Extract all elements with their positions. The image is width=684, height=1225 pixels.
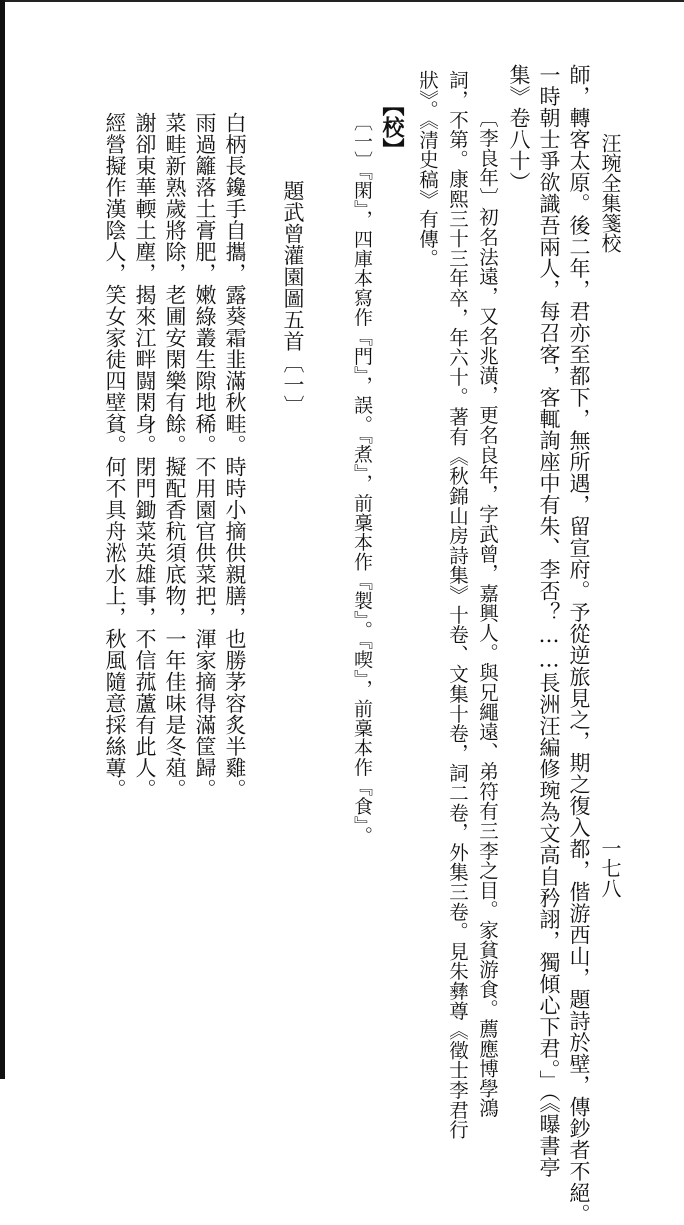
collation-heading: 【校】 (379, 94, 405, 160)
poem-line-3: 菜畦新熟歲將除，老圃安閑樂有餘。擬配香秔須底物，一年佳味是冬葅。 (163, 112, 187, 800)
body-column-1: 師，轉客太原。後二年，君亦至都下，無所遇，留宣府。予從逆旅見之，期之復入都，偕游西山，題詩於壁，傳鈔者不絕。 (567, 64, 591, 1225)
page-left-edge (0, 0, 5, 1079)
note-column-2: 詞，不第。康熙三十三年卒，年六十。著有《秋錦山房詩集》十卷、文集十卷，詞二卷，外集三卷。見朱彝尊《徵士李君行 (446, 70, 469, 1140)
poem-title: 題武曾灌園圖五首〔一〕 (281, 180, 305, 417)
body-column-2: 一時朝士爭欲識吾兩人，每召客，客輒詢座中有朱、李否？……長洲汪編修琬為文高自矜詡，獨傾心下君。」（《曝書亭 (537, 64, 561, 1178)
note-column-3: 狀》。《清史稿》有傳。 (416, 70, 439, 269)
poem-line-5: 經營擬作漢陰人，笑女家徒四壁貧。何不具舟淞水上，秋風隨意採絲蓴。 (103, 112, 127, 800)
running-title: 汪琬全集箋校 (598, 133, 622, 253)
body-column-3: 集》卷八十） (507, 64, 531, 193)
collation-note: 〔一〕『閑』，四庫本寫作『門』，誤。『煮』，前稾本作『製』。『喫』，前稾本作『食』。 (351, 112, 373, 846)
page-number: 一七八 (598, 838, 622, 898)
poem-line-4: 謝卻東華輭土塵，揭來江畔闘閑身。閉門鋤菜英雄事，不信菰蘆有此人。 (133, 112, 157, 800)
note-column-1: 〔李良年〕初名法遠，又名兆潢，更名良年，字武曾，嘉興人。與兄繩遠、弟符有三李之目。家貧游食。薦應博學鴻 (476, 108, 499, 1118)
page-top-edge (0, 0, 684, 2)
poem-line-1: 白柄長鑱手自攜，露葵霜韭滿秋畦。時時小摘供親膳，也勝茅容炙半雞。 (223, 112, 247, 800)
poem-line-2: 雨過籬落土膏肥，嫩綠叢生隙地稀。不用園官供菜把，渾家摘得滿筐歸。 (193, 112, 217, 800)
